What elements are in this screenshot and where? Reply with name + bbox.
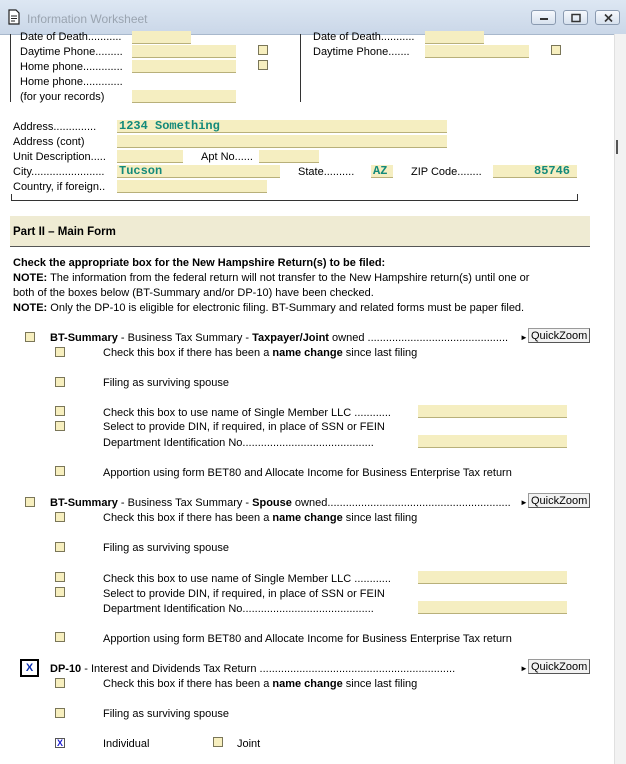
home-phone-checkbox[interactable] (258, 60, 268, 70)
spouse-llc-label: Check this box to use name of Single Member LLC ............ (103, 573, 391, 585)
note2-line: NOTE: Only the DP-10 is eligible for electronic filing. BT-Summary and related forms must be paper filed. (13, 302, 525, 314)
taxpayer-apportion-label: Apportion using form BET80 and Allocate Income for Business Enterprise Tax return (103, 467, 512, 479)
quickzoom-arrow-icon: ► (520, 664, 528, 673)
zip-code-label: ZIP Code........ (411, 166, 482, 178)
address-frame-right (577, 194, 578, 201)
joint-label: Joint (237, 738, 261, 750)
address-frame-bottom (11, 200, 578, 201)
taxpayer-dept-id-field[interactable] (418, 435, 567, 448)
minimize-icon (532, 11, 557, 26)
frame-divider-line (300, 34, 301, 102)
spouse-dept-id-label: Department Identification No........................................... (103, 603, 374, 615)
address-label: Address.............. (13, 121, 97, 133)
dp10-label: DP-10 - Interest and Dividends Tax Return ................................................................ (50, 663, 456, 675)
spouse-apportion-label: Apportion using form BET80 and Allocate Income for Business Enterprise Tax return (103, 633, 512, 645)
part2-title: Part II – Main Form (13, 226, 116, 238)
spouse-daytime-phone-field[interactable] (425, 45, 529, 58)
minimize-button[interactable] (531, 10, 556, 25)
spouse-llc-checkbox[interactable] (55, 572, 65, 582)
individual-label: Individual (103, 738, 150, 750)
note1-line2: both of the boxes below (BT-Summary and/or DP-10) have been checked. (13, 287, 374, 299)
taxpayer-name-change-checkbox[interactable] (55, 347, 65, 357)
scrollbar-thumb[interactable] (616, 140, 618, 154)
spouse-name-change-label: Check this box if there has been a name change since last filing (103, 512, 418, 524)
taxpayer-name-change-label: Check this box if there has been a name change since last filing (103, 347, 418, 359)
document-icon (8, 9, 20, 25)
taxpayer-llc-checkbox[interactable] (55, 406, 65, 416)
maximize-icon (564, 11, 589, 26)
address-cont-field[interactable] (117, 135, 447, 148)
home-phone-records-field[interactable] (132, 90, 236, 103)
dp10-checkbox[interactable]: X (20, 659, 39, 677)
apt-no-label: Apt No...... (201, 151, 253, 163)
taxpayer-din-checkbox[interactable] (55, 421, 65, 431)
quickzoom-button-dp10[interactable]: QuickZoom (528, 659, 590, 674)
city-value: Tucson (119, 164, 163, 178)
home-phone2-label: Home phone............. (20, 76, 123, 88)
quickzoom-arrow-icon: ► (520, 498, 528, 507)
spouse-daytime-phone-label: Daytime Phone....... (313, 46, 410, 58)
daytime-phone-label: Daytime Phone......... (20, 46, 123, 58)
bt-summary-taxpayer-checkbox[interactable] (25, 332, 35, 342)
bt-summary-spouse-label: BT-Summary - Business Tax Summary - Spouse owned............................................................ (50, 497, 511, 509)
address-value: 1234 Something (119, 119, 220, 133)
state-value: AZ (373, 164, 388, 178)
country-label: Country, if foreign.. (13, 181, 106, 193)
instruction-text: Check the appropriate box for the New Hampshire Return(s) to be filed: (13, 257, 386, 269)
quickzoom-arrow-icon: ► (520, 333, 528, 342)
bt-summary-taxpayer-label: BT-Summary - Business Tax Summary - Taxpayer/Joint owned .............................................. (50, 332, 509, 344)
date-of-death-field[interactable] (132, 31, 191, 44)
unit-description-field[interactable] (117, 150, 183, 163)
taxpayer-surviving-spouse-label: Filing as surviving spouse (103, 377, 229, 389)
frame-left-line (10, 34, 11, 102)
date-of-death-label: Date of Death........... (20, 31, 122, 43)
close-button[interactable] (595, 10, 620, 25)
spouse-surviving-spouse-checkbox[interactable] (55, 542, 65, 552)
daytime-phone-field[interactable] (132, 45, 236, 58)
spouse-surviving-spouse-label: Filing as surviving spouse (103, 542, 229, 554)
spouse-apportion-checkbox[interactable] (55, 632, 65, 642)
window-titlebar[interactable] (0, 0, 626, 35)
spouse-llc-field[interactable] (418, 571, 567, 584)
taxpayer-llc-label: Check this box to use name of Single Member LLC ............ (103, 407, 391, 419)
home-phone-label: Home phone............. (20, 61, 123, 73)
zip-code-value: 85746 (534, 164, 571, 178)
spouse-din-label: Select to provide DIN, if required, in place of SSN or FEIN (103, 588, 385, 600)
bt-summary-spouse-checkbox[interactable] (25, 497, 35, 507)
spouse-din-checkbox[interactable] (55, 587, 65, 597)
window-title: Information Worksheet (27, 12, 148, 26)
joint-checkbox[interactable] (213, 737, 223, 747)
address-cont-label: Address (cont) (13, 136, 85, 148)
state-label: State.......... (298, 166, 355, 178)
spouse-name-change-checkbox[interactable] (55, 512, 65, 522)
city-label: City........................ (13, 166, 105, 178)
part2-header (10, 216, 590, 247)
maximize-button[interactable] (563, 10, 588, 25)
address-frame-left (11, 194, 12, 201)
unit-description-label: Unit Description..... (13, 151, 106, 163)
taxpayer-din-label: Select to provide DIN, if required, in place of SSN or FEIN (103, 421, 385, 433)
daytime-phone-checkbox[interactable] (258, 45, 268, 55)
records-label: (for your records) (20, 91, 105, 103)
taxpayer-apportion-checkbox[interactable] (55, 466, 65, 476)
quickzoom-button-taxpayer[interactable]: QuickZoom (528, 328, 590, 343)
spouse-daytime-phone-checkbox[interactable] (551, 45, 561, 55)
quickzoom-button-spouse[interactable]: QuickZoom (528, 493, 590, 508)
dp10-surviving-spouse-checkbox[interactable] (55, 708, 65, 718)
apt-no-field[interactable] (259, 150, 319, 163)
dp10-surviving-spouse-label: Filing as surviving spouse (103, 708, 229, 720)
spouse-dept-id-field[interactable] (418, 601, 567, 614)
home-phone-field[interactable] (132, 60, 236, 73)
dp10-name-change-checkbox[interactable] (55, 678, 65, 688)
close-icon (596, 11, 621, 26)
spouse-date-of-death-field[interactable] (425, 31, 484, 44)
taxpayer-llc-field[interactable] (418, 405, 567, 418)
taxpayer-dept-id-label: Department Identification No........................................... (103, 437, 374, 449)
taxpayer-surviving-spouse-checkbox[interactable] (55, 377, 65, 387)
dp10-name-change-label: Check this box if there has been a name change since last filing (103, 678, 418, 690)
individual-checkbox[interactable]: X (56, 738, 63, 748)
country-field[interactable] (117, 180, 267, 193)
note1-line1: NOTE: The information from the federal return will not transfer to the New Hampshire return(s) until one or (13, 272, 530, 284)
spouse-date-of-death-label: Date of Death........... (313, 31, 415, 43)
